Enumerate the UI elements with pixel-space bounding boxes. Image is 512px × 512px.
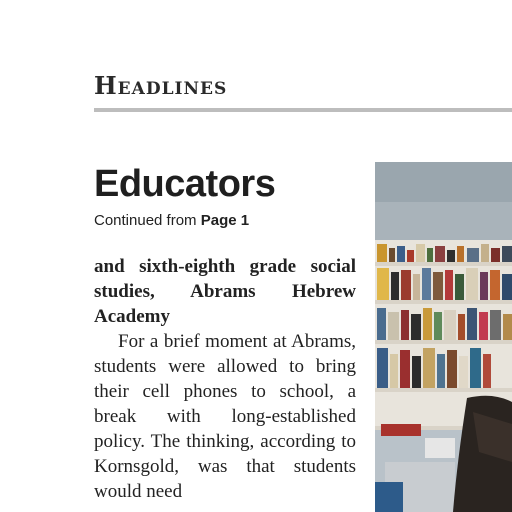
continued-line (94, 212, 249, 229)
continued-prefix: Continued from (94, 212, 197, 229)
byline: and sixth-eighth grade social studies, Abrams Hebrew Academy (94, 256, 356, 327)
article-column (94, 254, 356, 504)
section-header (94, 66, 512, 112)
article-body: For a brief moment at Abrams, students were allowed to bring their cell phones to school, a break with long-established policy. The thinking, according to Kornsgold, was that students would need (94, 331, 356, 502)
section-title: Headlines (94, 71, 228, 100)
article-photo (375, 162, 512, 512)
bookshelf-photo (375, 162, 512, 512)
continued-page-link[interactable]: Page 1 (200, 212, 250, 229)
story-title: Educators (94, 163, 276, 205)
section-rule (94, 108, 512, 112)
